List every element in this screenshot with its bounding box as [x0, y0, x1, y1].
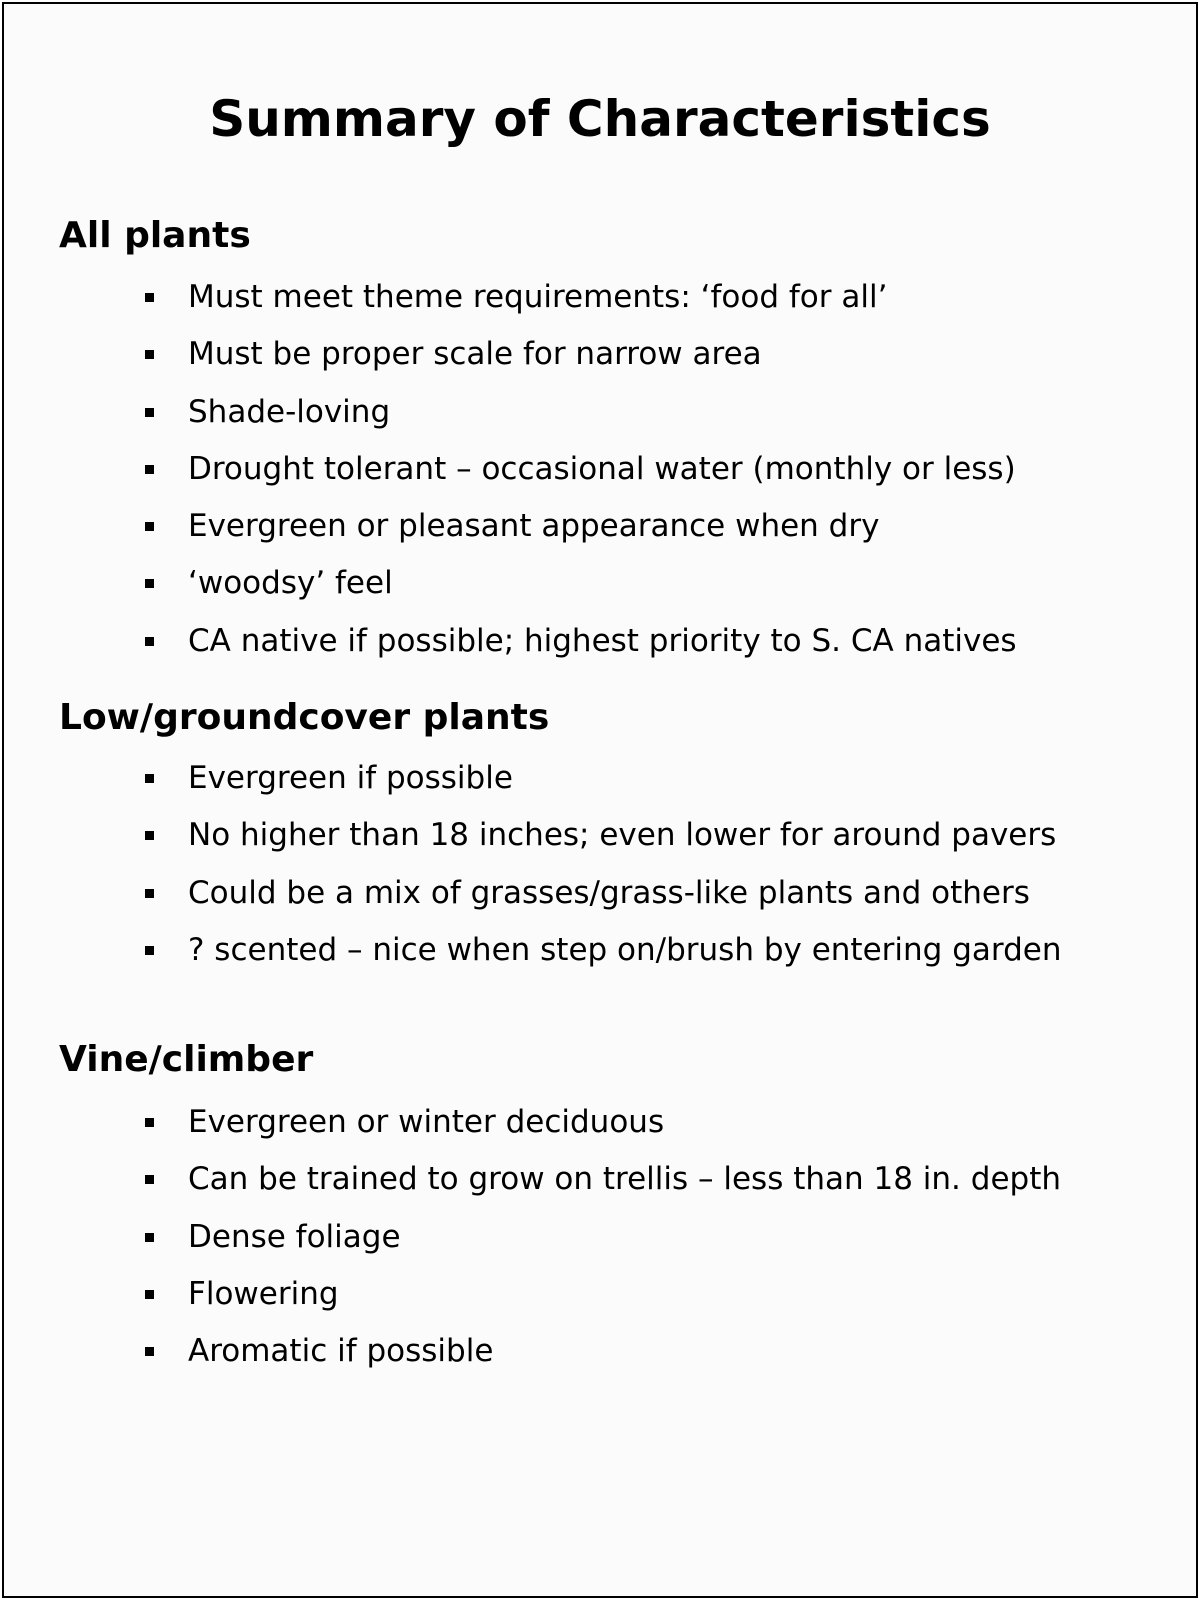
bullet-icon [145, 1233, 154, 1242]
page-title: Summary of Characteristics [209, 90, 991, 148]
list-item [140, 750, 1061, 807]
section-heading-groundcover: Low/groundcover plants [59, 697, 550, 738]
bullet-icon [145, 465, 154, 474]
list-item-text: Drought tolerant – occasional water (monthly or less) [188, 450, 1016, 487]
list-item-text: Can be trained to grow on trellis – less than 18 in. depth [188, 1161, 1061, 1198]
bullet-icon [145, 637, 154, 646]
list-item-text: Evergreen or winter deciduous [188, 1104, 665, 1140]
section-heading-all-plants: All plants [59, 215, 251, 256]
list-item [140, 555, 1017, 612]
slide-frame [2, 2, 1198, 1598]
list-item [140, 1094, 1061, 1151]
list-item-text: Shade-loving [188, 393, 391, 430]
list-item [140, 613, 1017, 670]
list-item-text: Evergreen or pleasant appearance when dry [188, 508, 880, 545]
list-item-text: ? scented – nice when step on/brush by entering garden [188, 931, 1062, 968]
list-item-text: Evergreen if possible [188, 760, 513, 796]
list-item [140, 326, 1017, 383]
list-item [140, 1209, 1061, 1266]
list-item [140, 1323, 1061, 1380]
list-item-text: No higher than 18 inches; even lower for around pavers [188, 817, 1057, 854]
list-item-text: Could be a mix of grasses/grass-like plants and others [188, 874, 1030, 911]
bullet-icon [145, 946, 154, 955]
bullet-icon [145, 1290, 154, 1299]
bullet-list-groundcover [140, 750, 1061, 979]
bullet-icon [145, 1118, 154, 1127]
bullet-icon [145, 408, 154, 417]
list-item [140, 807, 1061, 864]
bullet-list-vine-climber [140, 1094, 1061, 1380]
bullet-icon [145, 1175, 154, 1184]
bullet-icon [145, 350, 154, 359]
list-item-text: Aromatic if possible [188, 1333, 494, 1370]
bullet-icon [145, 889, 154, 898]
list-item [140, 922, 1061, 979]
list-item-text: CA native if possible; highest priority to S. CA natives [188, 622, 1017, 659]
bullet-icon [145, 774, 154, 783]
list-item-text: Must meet theme requirements: ‘food for all’ [188, 279, 888, 315]
bullet-icon [145, 522, 154, 531]
section-heading-vine-climber: Vine/climber [59, 1039, 314, 1080]
list-item-text: Flowering [188, 1275, 339, 1312]
list-item-text: ‘woodsy’ feel [188, 565, 393, 602]
list-item [140, 441, 1017, 498]
list-item [140, 1266, 1061, 1323]
bullet-icon [145, 293, 154, 302]
bullet-icon [145, 1347, 154, 1356]
list-item-text: Must be proper scale for narrow area [188, 336, 762, 373]
list-item-text: Dense foliage [188, 1218, 401, 1255]
list-item [140, 1151, 1061, 1208]
list-item [140, 498, 1017, 555]
bullet-list-all-plants [140, 269, 1017, 670]
list-item [140, 865, 1061, 922]
bullet-icon [145, 579, 154, 588]
list-item [140, 384, 1017, 441]
list-item [140, 269, 1017, 326]
bullet-icon [145, 831, 154, 840]
